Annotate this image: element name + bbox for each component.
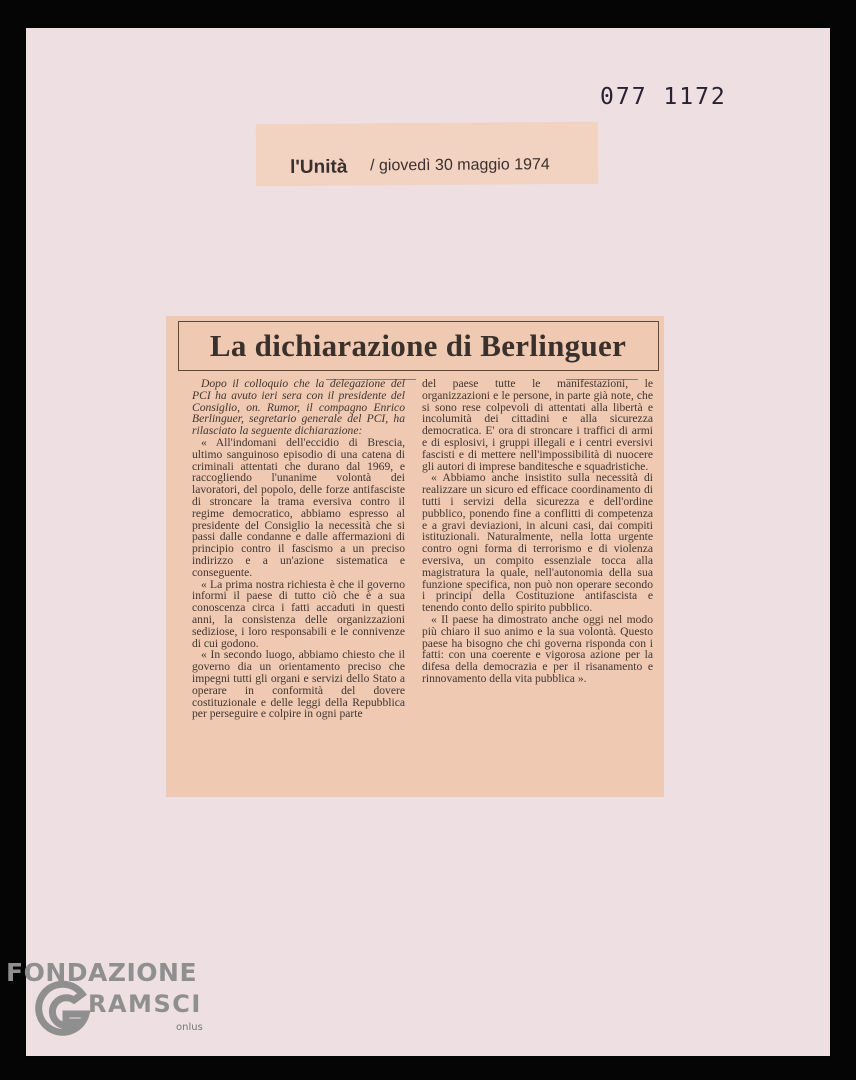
newspaper-header-clipping — [256, 122, 598, 186]
article-column-2 — [422, 378, 653, 685]
publication-date: / giovedì 30 maggio 1974 — [370, 156, 550, 175]
fondazione-gramsci-watermark — [6, 958, 236, 1048]
article-paragraph: « In secondo luogo, abbiamo chiesto che il governo dia un orientamento preciso che impegni tutti gli organi e servizi dello Stato a operare in conformità del dovere costituzionale e delle leggi della Repubblica per perseguire e colpire in ogni parte — [192, 648, 405, 721]
title-box — [178, 321, 659, 371]
article-paragraph: « All'indomani dell'eccidio di Brescia, ultimo sanguinoso episodio di una catena di criminali attentati che durano dal 1969, e raccogliendo l'unanime volontà dei lavoratori, del popolo, delle forze antifasciste di stroncare la trama eversiva contro il regime democratico, abbiamo espresso al presidente del Consiglio la necessità che si passi dalle condanne e dalle affermazioni di principio contro il fascismo a un preciso indirizzo e a un'azione sistematica e conseguente. — [192, 435, 405, 579]
article-paragraph: « Il paese ha dimostrato anche oggi nel modo più chiaro il suo animo e la sua volontà. Questo paese ha bisogno che chi governa risponda con i fatti: con una coerente e vigorosa azione per la difesa della democrazia e per il risanamento e rinnovamento della vita pubblica ». — [422, 612, 653, 685]
document-sheet — [26, 28, 830, 1056]
article-title: La dichiarazione di Berlinguer — [209, 328, 627, 363]
article-lead: Dopo il colloquio che la delegazione del PCI ha avuto ieri sera con il presidente del Consiglio, on. Rumor, il compagno Enrico Berlinguer, segretario generale del PCI, ha rilasciato la seguente dichiarazione: — [192, 377, 405, 438]
article-clipping — [166, 316, 664, 797]
watermark-line-2: RAMSCI — [88, 990, 202, 1018]
g-logo-icon — [34, 978, 94, 1038]
watermark-line-3: onlus — [176, 1022, 203, 1033]
article-paragraph: del paese tutte le manifestazioni, le organizzazioni e le persone, in parte già note, che si sono rese colpevoli di attentati alla libertà e incolumità dei cittadini e alla sicurezza democratica. E' ora di stroncare i traffici di armi e di esplosivi, i gruppi illegali e i centri eversivi fascisti e di mettere nell'impossibilità di nuocere gli autori di imprese banditesche e squadristiche. — [422, 377, 653, 473]
watermark-line-1: FONDAZIONE — [6, 958, 198, 987]
article-paragraph: « Abbiamo anche insistito sulla necessità di realizzare un sicuro ed efficace coordinamento di tutti i servizi della sicurezza e dell'ordine pubblico, ponendo fine a conflitti di competenza e a gravi deviazioni, in alcuni casi, dai compiti istituzionali. Naturalmente, nella lotta urgente contro ogni forma di terrorismo e di violenza eversiva, un compito essenziale tocca alla magistratura la quale, nell'autonomia della sua funzione specifica, non può non operare secondo i principi della Costituzione antifascista e tenendo conto dello spirito pubblico. — [422, 471, 653, 615]
archive-number: 077 1172 — [600, 84, 727, 110]
article-paragraph: « La prima nostra richiesta è che il governo informi il paese di tutto ciò che è a sua conoscenza circa i fatti accaduti in questi anni, la consistenza delle organizzazioni sediziose, i loro responsabili e le connivenze di cui godono. — [192, 577, 405, 650]
newspaper-masthead: l'Unità — [290, 156, 348, 178]
article-column-1 — [192, 378, 405, 720]
